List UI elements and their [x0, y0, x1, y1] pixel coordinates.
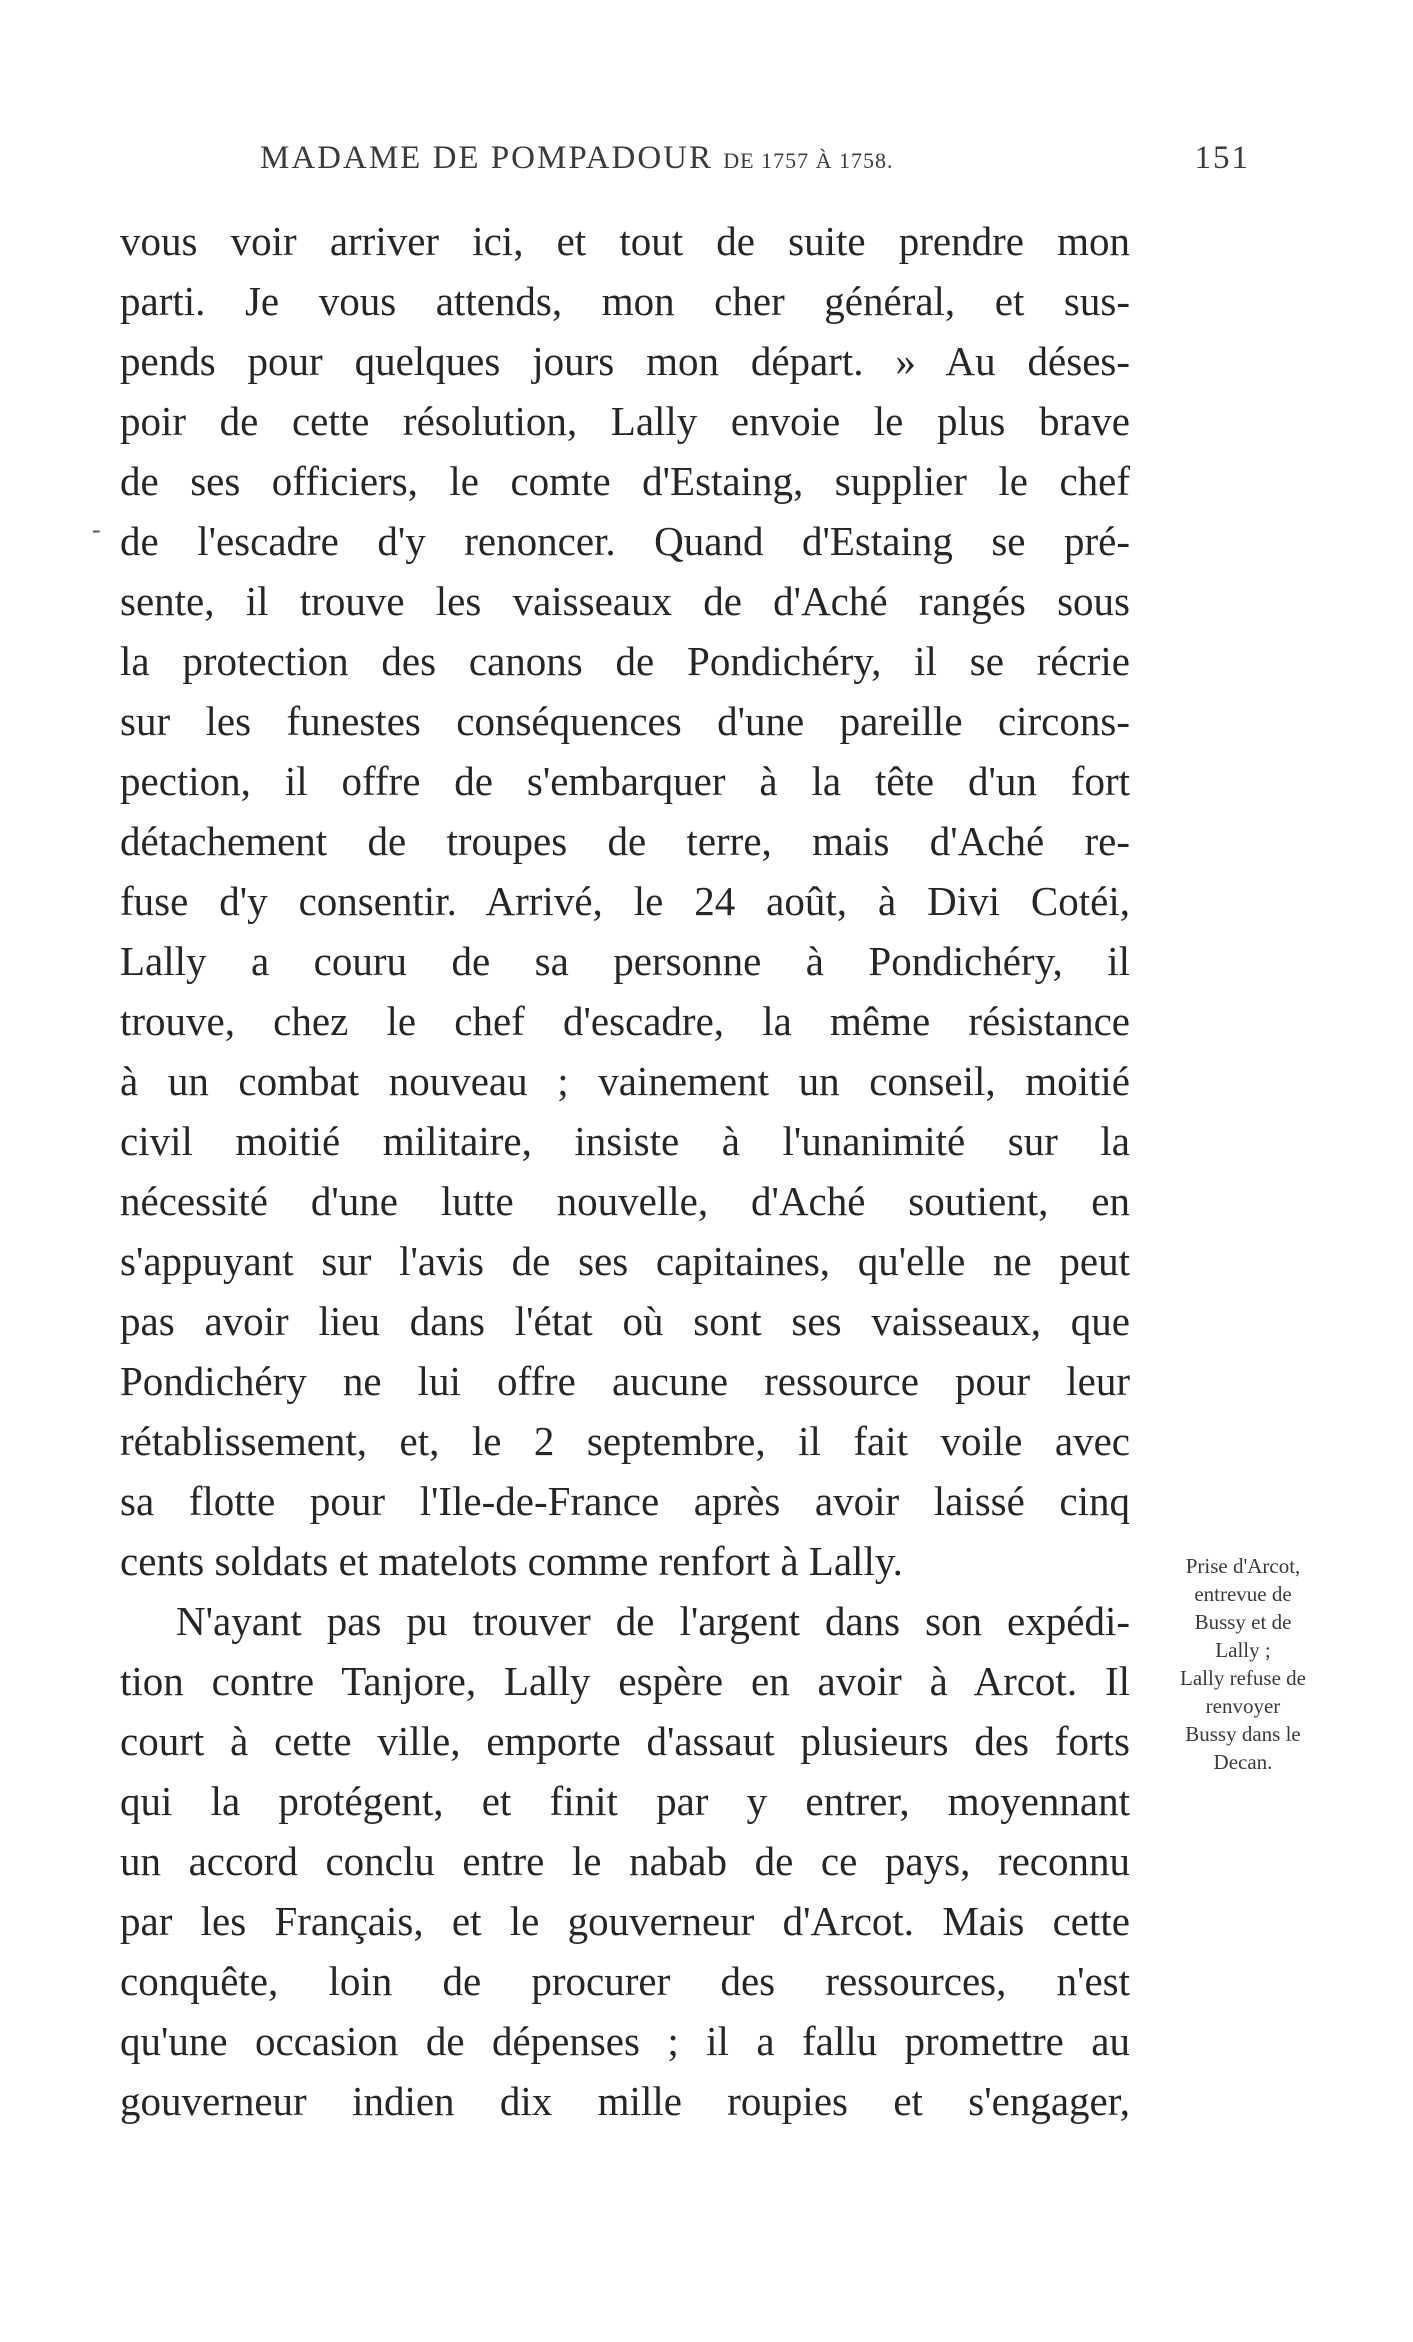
text-line: qu'une occasion de dépenses ; il a fallu promettre au — [120, 2018, 1130, 2064]
text-line: détachement de troupes de terre, mais d'Aché re- — [120, 818, 1130, 864]
text-line: vous voir arriver ici, et tout de suite prendre mon — [120, 218, 1130, 264]
text-line: fuse d'y consentir. Arrivé, le 24 août, à Divi Cotéi, — [120, 878, 1130, 924]
text-line: de l'escadre d'y renoncer. Quand d'Estaing se pré- — [120, 518, 1130, 564]
text-line: par les Français, et le gouverneur d'Arcot. Mais cette — [120, 1898, 1130, 1944]
text-line: conquête, loin de procurer des ressources, n'est — [120, 1958, 1130, 2004]
running-head — [120, 140, 1250, 190]
running-head-title-main: MADAME DE POMPADOUR — [260, 140, 714, 176]
sidenote-line: Lally refuse de — [1180, 1666, 1306, 1690]
text-line: à un combat nouveau ; vainement un conseil, moitié — [120, 1058, 1130, 1104]
text-line: de ses officiers, le comte d'Estaing, supplier le chef — [120, 458, 1130, 504]
text-line: gouverneur indien dix mille roupies et s'engager, — [120, 2078, 1130, 2124]
text-line: poir de cette résolution, Lally envoie le plus brave — [120, 398, 1130, 444]
text-line: pends pour quelques jours mon départ. » Au déses- — [120, 338, 1130, 384]
running-head-title — [260, 140, 893, 177]
sidenote-line: Prise d'Arcot, — [1185, 1554, 1301, 1578]
sidenote-line: entrevue de — [1194, 1582, 1292, 1606]
margin-sidenote — [1138, 1552, 1348, 1776]
text-line: pection, il offre de s'embarquer à la tête d'un fort — [120, 758, 1130, 804]
text-line: Lally a couru de sa personne à Pondichéry, il — [120, 938, 1130, 984]
text-line: tion contre Tanjore, Lally espère en avoir à Arcot. Il — [120, 1658, 1130, 1704]
sidenote-line: renvoyer — [1205, 1694, 1281, 1718]
text-line: la protection des canons de Pondichéry, il se récrie — [120, 638, 1130, 684]
text-line: court à cette ville, emporte d'assaut plusieurs des forts — [120, 1718, 1130, 1764]
text-line: parti. Je vous attends, mon cher général, et sus- — [120, 278, 1130, 324]
sidenote-line: Bussy dans le — [1185, 1722, 1301, 1746]
text-line: un accord conclu entre le nabab de ce pays, reconnu — [120, 1838, 1130, 1884]
sidenote-line: Bussy et de — [1194, 1610, 1292, 1634]
text-line: qui la protégent, et finit par y entrer, moyennant — [120, 1778, 1130, 1824]
text-line: Pondichéry ne lui offre aucune ressource pour leur — [120, 1358, 1130, 1404]
body-text — [120, 211, 1130, 2131]
text-line: sur les funestes conséquences d'une pareille circons- — [120, 698, 1130, 744]
text-line: civil moitié militaire, insiste à l'unanimité sur la — [120, 1118, 1130, 1164]
text-line: sente, il trouve les vaisseaux de d'Aché rangés sous — [120, 578, 1130, 624]
text-line: nécessité d'une lutte nouvelle, d'Aché soutient, en — [120, 1178, 1130, 1224]
page-number: 151 — [1194, 140, 1250, 176]
text-line: cents soldats et matelots comme renfort à Lally. — [120, 1538, 903, 1584]
sidenote-line: Lally ; — [1215, 1638, 1271, 1662]
text-line: s'appuyant sur l'avis de ses capitaines, qu'elle ne peut — [120, 1238, 1130, 1284]
text-line: rétablissement, et, le 2 septembre, il fait voile avec — [120, 1418, 1130, 1464]
text-line: N'ayant pas pu trouver de l'argent dans son expédi- — [176, 1598, 1130, 1644]
margin-mark: - — [92, 515, 101, 544]
text-line: trouve, chez le chef d'escadre, la même résistance — [120, 998, 1130, 1044]
text-line: sa flotte pour l'Ile-de-France après avoir laissé cinq — [120, 1478, 1130, 1524]
text-line: pas avoir lieu dans l'état où sont ses vaisseaux, que — [120, 1298, 1130, 1344]
sidenote-line: Decan. — [1213, 1750, 1273, 1774]
running-head-title-dates: DE 1757 À 1758. — [723, 148, 894, 173]
